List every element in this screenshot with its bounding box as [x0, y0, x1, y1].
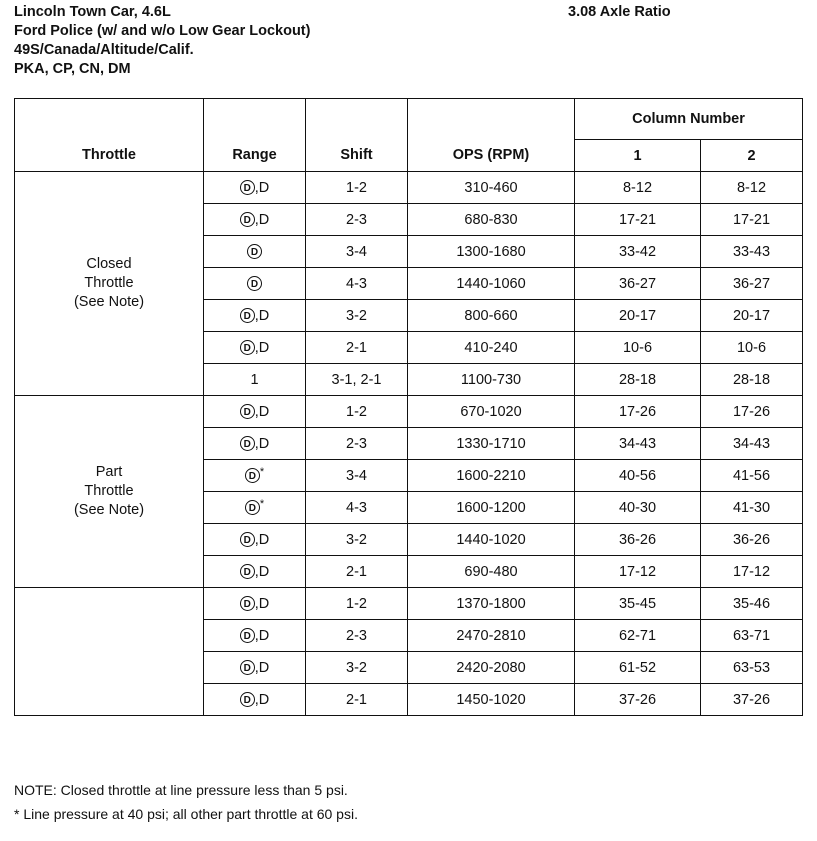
range-cell	[204, 460, 306, 492]
column-2-cell: 36-26	[701, 524, 803, 556]
throttle-label-line: (See Note)	[73, 502, 145, 518]
range-text: ,D	[254, 435, 270, 452]
column-1-cell: 36-26	[575, 524, 701, 556]
range-cell	[204, 556, 306, 588]
ops-cell: 1600-1200	[408, 492, 575, 524]
ops-cell: 680-830	[408, 204, 575, 236]
ops-cell: 1100-730	[408, 364, 575, 396]
range-text: ,D	[254, 403, 270, 420]
table-row	[15, 588, 803, 620]
range-cell	[204, 236, 306, 268]
col-header-range: Range	[204, 99, 306, 172]
overdrive-circle-icon: D	[240, 436, 255, 451]
column-2-cell: 35-46	[701, 588, 803, 620]
col-header-ops: OPS (RPM)	[408, 99, 575, 172]
column-1-cell: 33-42	[575, 236, 701, 268]
overdrive-circle-icon: D	[247, 244, 262, 259]
column-1-cell: 20-17	[575, 300, 701, 332]
shift-cell: 3-2	[306, 524, 408, 556]
overdrive-circle-icon: D	[240, 564, 255, 579]
range-cell	[204, 620, 306, 652]
column-2-cell: 8-12	[701, 172, 803, 204]
shift-cell: 3-1, 2-1	[306, 364, 408, 396]
ops-cell: 1370-1800	[408, 588, 575, 620]
column-1-cell: 37-26	[575, 684, 701, 716]
range-cell	[204, 204, 306, 236]
throttle-label-line: (See Note)	[73, 294, 145, 310]
range-cell	[204, 332, 306, 364]
shift-cell: 1-2	[306, 396, 408, 428]
column-1-cell: 17-26	[575, 396, 701, 428]
shift-cell: 2-3	[306, 204, 408, 236]
shift-cell: 3-4	[306, 236, 408, 268]
note-closed-throttle: NOTE: Closed throttle at line pressure less than 5 psi.	[14, 782, 348, 798]
shift-cell: 2-3	[306, 620, 408, 652]
range-cell	[204, 652, 306, 684]
column-1-cell: 10-6	[575, 332, 701, 364]
column-2-cell: 17-12	[701, 556, 803, 588]
column-1-cell: 35-45	[575, 588, 701, 620]
range-text: ,D	[254, 307, 270, 324]
range-cell	[204, 684, 306, 716]
range-cell	[204, 172, 306, 204]
range-cell	[204, 364, 306, 396]
ops-cell: 800-660	[408, 300, 575, 332]
range-cell	[204, 588, 306, 620]
range-text: ,D	[254, 563, 270, 580]
column-1-cell: 28-18	[575, 364, 701, 396]
range-cell	[204, 428, 306, 460]
column-2-cell: 63-53	[701, 652, 803, 684]
throttle-group-label	[15, 172, 204, 396]
shift-speed-table	[14, 98, 803, 716]
table-body	[15, 172, 803, 716]
ops-cell: 1600-2210	[408, 460, 575, 492]
column-1-cell: 40-56	[575, 460, 701, 492]
note-line-pressure: * Line pressure at 40 psi; all other part throttle at 60 psi.	[14, 806, 358, 822]
overdrive-circle-icon: D	[240, 340, 255, 355]
range-text: ,D	[254, 659, 270, 676]
shift-cell: 4-3	[306, 268, 408, 300]
throttle-label-line: Throttle	[84, 275, 134, 291]
ops-cell: 1450-1020	[408, 684, 575, 716]
overdrive-circle-icon: D	[240, 692, 255, 707]
overdrive-circle-icon: D	[247, 276, 262, 291]
emissions-region-line: 49S/Canada/Altitude/Calif.	[14, 42, 194, 58]
throttle-label-line: Part	[95, 464, 123, 480]
shift-cell: 1-2	[306, 588, 408, 620]
table-row	[15, 172, 803, 204]
shift-cell: 2-3	[306, 428, 408, 460]
column-1-cell: 61-52	[575, 652, 701, 684]
column-2-cell: 41-30	[701, 492, 803, 524]
col-header-column-number: Column Number	[575, 99, 803, 140]
overdrive-circle-icon: D	[240, 596, 255, 611]
col-header-1: 1	[575, 140, 701, 172]
column-1-cell: 17-21	[575, 204, 701, 236]
asterisk-marker: *	[259, 497, 265, 510]
ops-cell: 1440-1020	[408, 524, 575, 556]
column-2-cell: 17-21	[701, 204, 803, 236]
overdrive-circle-icon: D	[240, 180, 255, 195]
range-cell	[204, 396, 306, 428]
range-cell	[204, 492, 306, 524]
shift-cell: 2-1	[306, 556, 408, 588]
column-1-cell: 40-30	[575, 492, 701, 524]
shift-cell: 3-4	[306, 460, 408, 492]
range-text: 1	[250, 371, 259, 388]
range-cell	[204, 268, 306, 300]
ops-cell: 310-460	[408, 172, 575, 204]
throttle-group-label	[15, 588, 204, 716]
column-2-cell: 41-56	[701, 460, 803, 492]
ops-cell: 1330-1710	[408, 428, 575, 460]
shift-cell: 2-1	[306, 332, 408, 364]
range-text: ,D	[254, 211, 270, 228]
throttle-group-label	[15, 396, 204, 588]
range-text: ,D	[254, 339, 270, 356]
shift-cell: 1-2	[306, 172, 408, 204]
range-cell	[204, 300, 306, 332]
column-2-cell: 20-17	[701, 300, 803, 332]
vehicle-variant-line: Ford Police (w/ and w/o Low Gear Lockout)	[14, 23, 311, 39]
range-text: ,D	[254, 595, 270, 612]
column-2-cell: 33-43	[701, 236, 803, 268]
shift-cell: 4-3	[306, 492, 408, 524]
column-1-cell: 36-27	[575, 268, 701, 300]
asterisk-marker: *	[259, 465, 265, 478]
vehicle-model-line: Lincoln Town Car, 4.6L	[14, 4, 171, 20]
range-text: ,D	[254, 179, 270, 196]
shift-cell: 3-2	[306, 652, 408, 684]
shift-cell: 3-2	[306, 300, 408, 332]
ops-cell: 1440-1060	[408, 268, 575, 300]
column-2-cell: 17-26	[701, 396, 803, 428]
code-list-line: PKA, CP, CN, DM	[14, 61, 131, 77]
column-1-cell: 8-12	[575, 172, 701, 204]
overdrive-circle-icon: D	[240, 212, 255, 227]
range-cell	[204, 524, 306, 556]
table-row	[15, 396, 803, 428]
column-1-cell: 17-12	[575, 556, 701, 588]
overdrive-circle-icon: D	[240, 404, 255, 419]
column-1-cell: 34-43	[575, 428, 701, 460]
col-header-throttle: Throttle	[15, 99, 204, 172]
shift-cell: 2-1	[306, 684, 408, 716]
ops-cell: 1300-1680	[408, 236, 575, 268]
overdrive-circle-icon: D	[240, 660, 255, 675]
ops-cell: 410-240	[408, 332, 575, 364]
overdrive-circle-icon: D	[245, 468, 260, 483]
column-2-cell: 34-43	[701, 428, 803, 460]
overdrive-circle-icon: D	[240, 532, 255, 547]
column-2-cell: 37-26	[701, 684, 803, 716]
col-header-2: 2	[701, 140, 803, 172]
axle-ratio-label: 3.08 Axle Ratio	[568, 4, 671, 20]
column-2-cell: 28-18	[701, 364, 803, 396]
range-text: ,D	[254, 627, 270, 644]
column-2-cell: 10-6	[701, 332, 803, 364]
overdrive-circle-icon: D	[240, 628, 255, 643]
ops-cell: 690-480	[408, 556, 575, 588]
range-text: ,D	[254, 691, 270, 708]
column-1-cell: 62-71	[575, 620, 701, 652]
column-2-cell: 36-27	[701, 268, 803, 300]
col-header-shift: Shift	[306, 99, 408, 172]
ops-cell: 670-1020	[408, 396, 575, 428]
range-text: ,D	[254, 531, 270, 548]
ops-cell: 2420-2080	[408, 652, 575, 684]
throttle-label-line: Closed	[86, 256, 132, 272]
column-2-cell: 63-71	[701, 620, 803, 652]
overdrive-circle-icon: D	[245, 500, 260, 515]
throttle-label-line: Throttle	[84, 483, 134, 499]
ops-cell: 2470-2810	[408, 620, 575, 652]
overdrive-circle-icon: D	[240, 308, 255, 323]
